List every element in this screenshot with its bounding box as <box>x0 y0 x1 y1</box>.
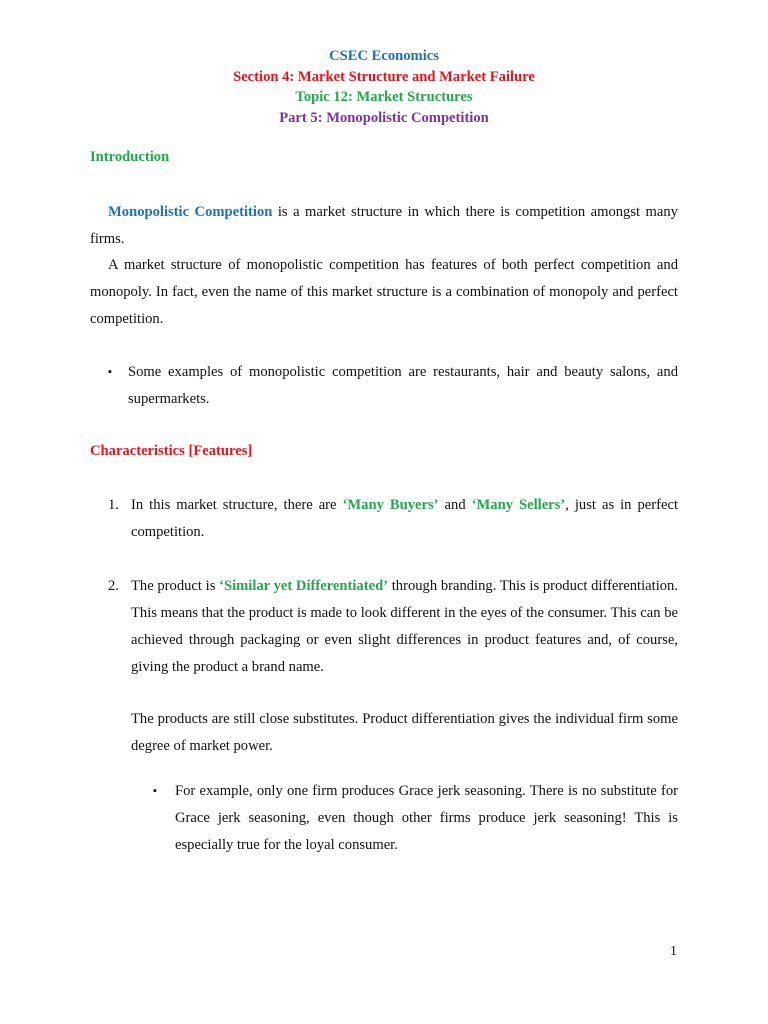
term-monopolistic-competition: Monopolistic Competition <box>108 204 273 220</box>
item-1-number: 1. <box>108 497 119 513</box>
part-title: Part 5: Monopolistic Competition <box>279 109 489 126</box>
item-2-paragraph-2: The products are still close substitutes. Product differentiation gives the individual firm some degree of market power. <box>131 711 678 754</box>
item-1-text: In this market structure, there are ‘Many Buyers’ and ‘Many Sellers’, just as in perfect competition. <box>131 497 678 540</box>
course-title: CSEC Economics <box>329 48 439 64</box>
title-block <box>0 46 768 128</box>
section-title: Section 4: Market Structure and Market Failure <box>233 68 535 85</box>
highlight-similar-yet-differentiated: ‘Similar yet Differentiated’ <box>219 578 389 594</box>
intro-paragraph-1 <box>90 199 678 253</box>
item-2-bullet-item <box>153 778 678 859</box>
intro-paragraph-1-text: is a market structure in which there is competition amongst many firms. <box>90 204 678 247</box>
numbered-item-1 <box>108 492 678 546</box>
highlight-many-sellers: ‘Many Sellers’ <box>471 497 566 513</box>
bullet-marker: ▪ <box>108 366 112 378</box>
topic-title: Topic 12: Market Structures <box>295 89 473 105</box>
numbered-item-2 <box>108 573 678 681</box>
item-2-bullet-text: For example, only one firm produces Grace jerk seasoning. There is no substitute for Grace jerk seasoning, even though other firms produce jerk seasoning! This is especially true for the loyal consumer. <box>175 783 678 853</box>
introduction-heading: Introduction <box>90 149 170 165</box>
highlight-many-buyers: ‘Many Buyers’ <box>342 497 439 513</box>
item-2-number: 2. <box>108 578 119 594</box>
characteristics-heading: Characteristics [Features] <box>90 443 253 459</box>
bullet-marker: ▪ <box>153 785 157 797</box>
intro-paragraph-2: A market structure of monopolistic competition has features of both perfect competition and monopoly. In fact, even the name of this market structure is a combination of monopoly and perfect competition. <box>90 257 678 327</box>
page-number: 1 <box>670 944 677 959</box>
intro-bullet-text: Some examples of monopolistic competition are restaurants, hair and beauty salons, and supermarkets. <box>128 364 678 407</box>
intro-bullet-item <box>108 359 678 413</box>
item-2-text: The product is ‘Similar yet Differentiated’ through branding. This is product differentiation. This means that the product is made to look different in the eyes of the consumer. This can be achieved through packaging or even slight differences in product features and, of course, giving the product a brand name. <box>131 578 678 675</box>
